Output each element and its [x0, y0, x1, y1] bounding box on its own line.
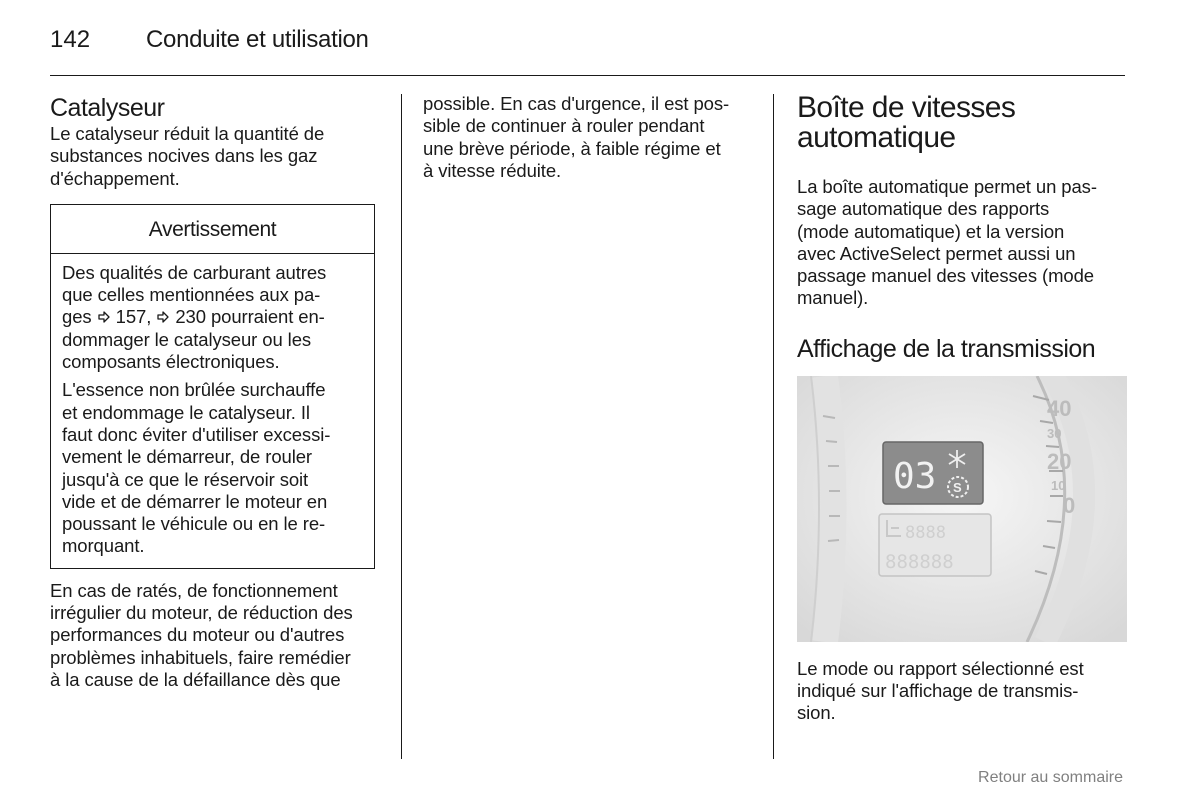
header-rule [50, 75, 1125, 76]
gear-display-text: 03 [893, 455, 937, 497]
dial-label-30: 30 [1047, 425, 1062, 441]
catalyseur-outro: En cas de ratés, de fonctionnement irrégulier du moteur, de réduction des performances du moteur ou d'autres problèmes inhabituels, faire remédier à la cause de la défaillance dès que [50, 579, 353, 690]
page-header-title: Conduite et utilisation [146, 26, 369, 53]
column-divider-2 [773, 94, 774, 759]
dial-label-20: 20 [1047, 448, 1072, 474]
boite-intro: La boîte automatique permet un pas- sage automatique des rapports (mode automatique) et la version avec ActiveSelect permet aussi un passage manuel des vitesses (mode manuel). [797, 176, 1097, 309]
warning-body [51, 254, 374, 568]
arrow-right-outline-icon [156, 310, 170, 324]
column-divider-1 [401, 94, 402, 759]
page-number: 142 [50, 26, 91, 53]
column-1 [50, 93, 380, 691]
transmission-display-illustration [797, 376, 1127, 642]
section-heading-catalyseur: Catalyseur [50, 94, 165, 122]
section-heading-boite-vitesses: Boîte de vitesses automatique [797, 91, 1016, 154]
page-ref-link[interactable]: 230 [175, 306, 206, 328]
transmission-caption: Le mode ou rapport sélectionné est indiqué sur l'affichage de transmis- sion. [797, 657, 1084, 724]
page-ref-link[interactable]: 157 [115, 306, 147, 328]
svg-text:S: S [953, 479, 962, 495]
back-to-contents-link[interactable]: Retour au sommaire [978, 769, 1123, 786]
warning-paragraph-1: Des qualités de carburant autres que celles mentionnées aux pa- ges 157, 230 pourraient en- dommager le catalyseur ou les composants électroniques. [62, 261, 327, 373]
subheading-affichage-transmission: Affichage de la transmission [797, 334, 1096, 363]
arrow-right-outline-icon [97, 310, 111, 324]
column-2 [423, 93, 758, 182]
column-3 [797, 93, 1127, 725]
lcd-row-1: 8888 [905, 522, 946, 543]
dial-label-10: 10 [1051, 477, 1066, 493]
lcd-row-2: 888888 [885, 550, 954, 573]
dial-label-0: 0 [1063, 492, 1076, 518]
catalyseur-continuation: possible. En cas d'urgence, il est pos- sible de continuer à rouler pendant une brève période, à faible régime et à vitesse réduite. [423, 93, 730, 181]
warning-paragraph-2: L'essence non brûlée surchauffe et endommage le catalyseur. Il faut donc éviter d'utiliser excessi- vement le démarreur, de rouler jusqu'à ce que le réservoir soit vide et de démarrer le moteur en poussant le véhicule ou en le re- morquant. [62, 379, 331, 557]
dial-label-40: 40 [1047, 395, 1072, 421]
warning-title: Avertissement [51, 205, 374, 254]
catalyseur-intro: Le catalyseur réduit la quantité de substances nocives dans les gaz d'échappement. [50, 123, 325, 189]
warning-box [50, 204, 375, 569]
